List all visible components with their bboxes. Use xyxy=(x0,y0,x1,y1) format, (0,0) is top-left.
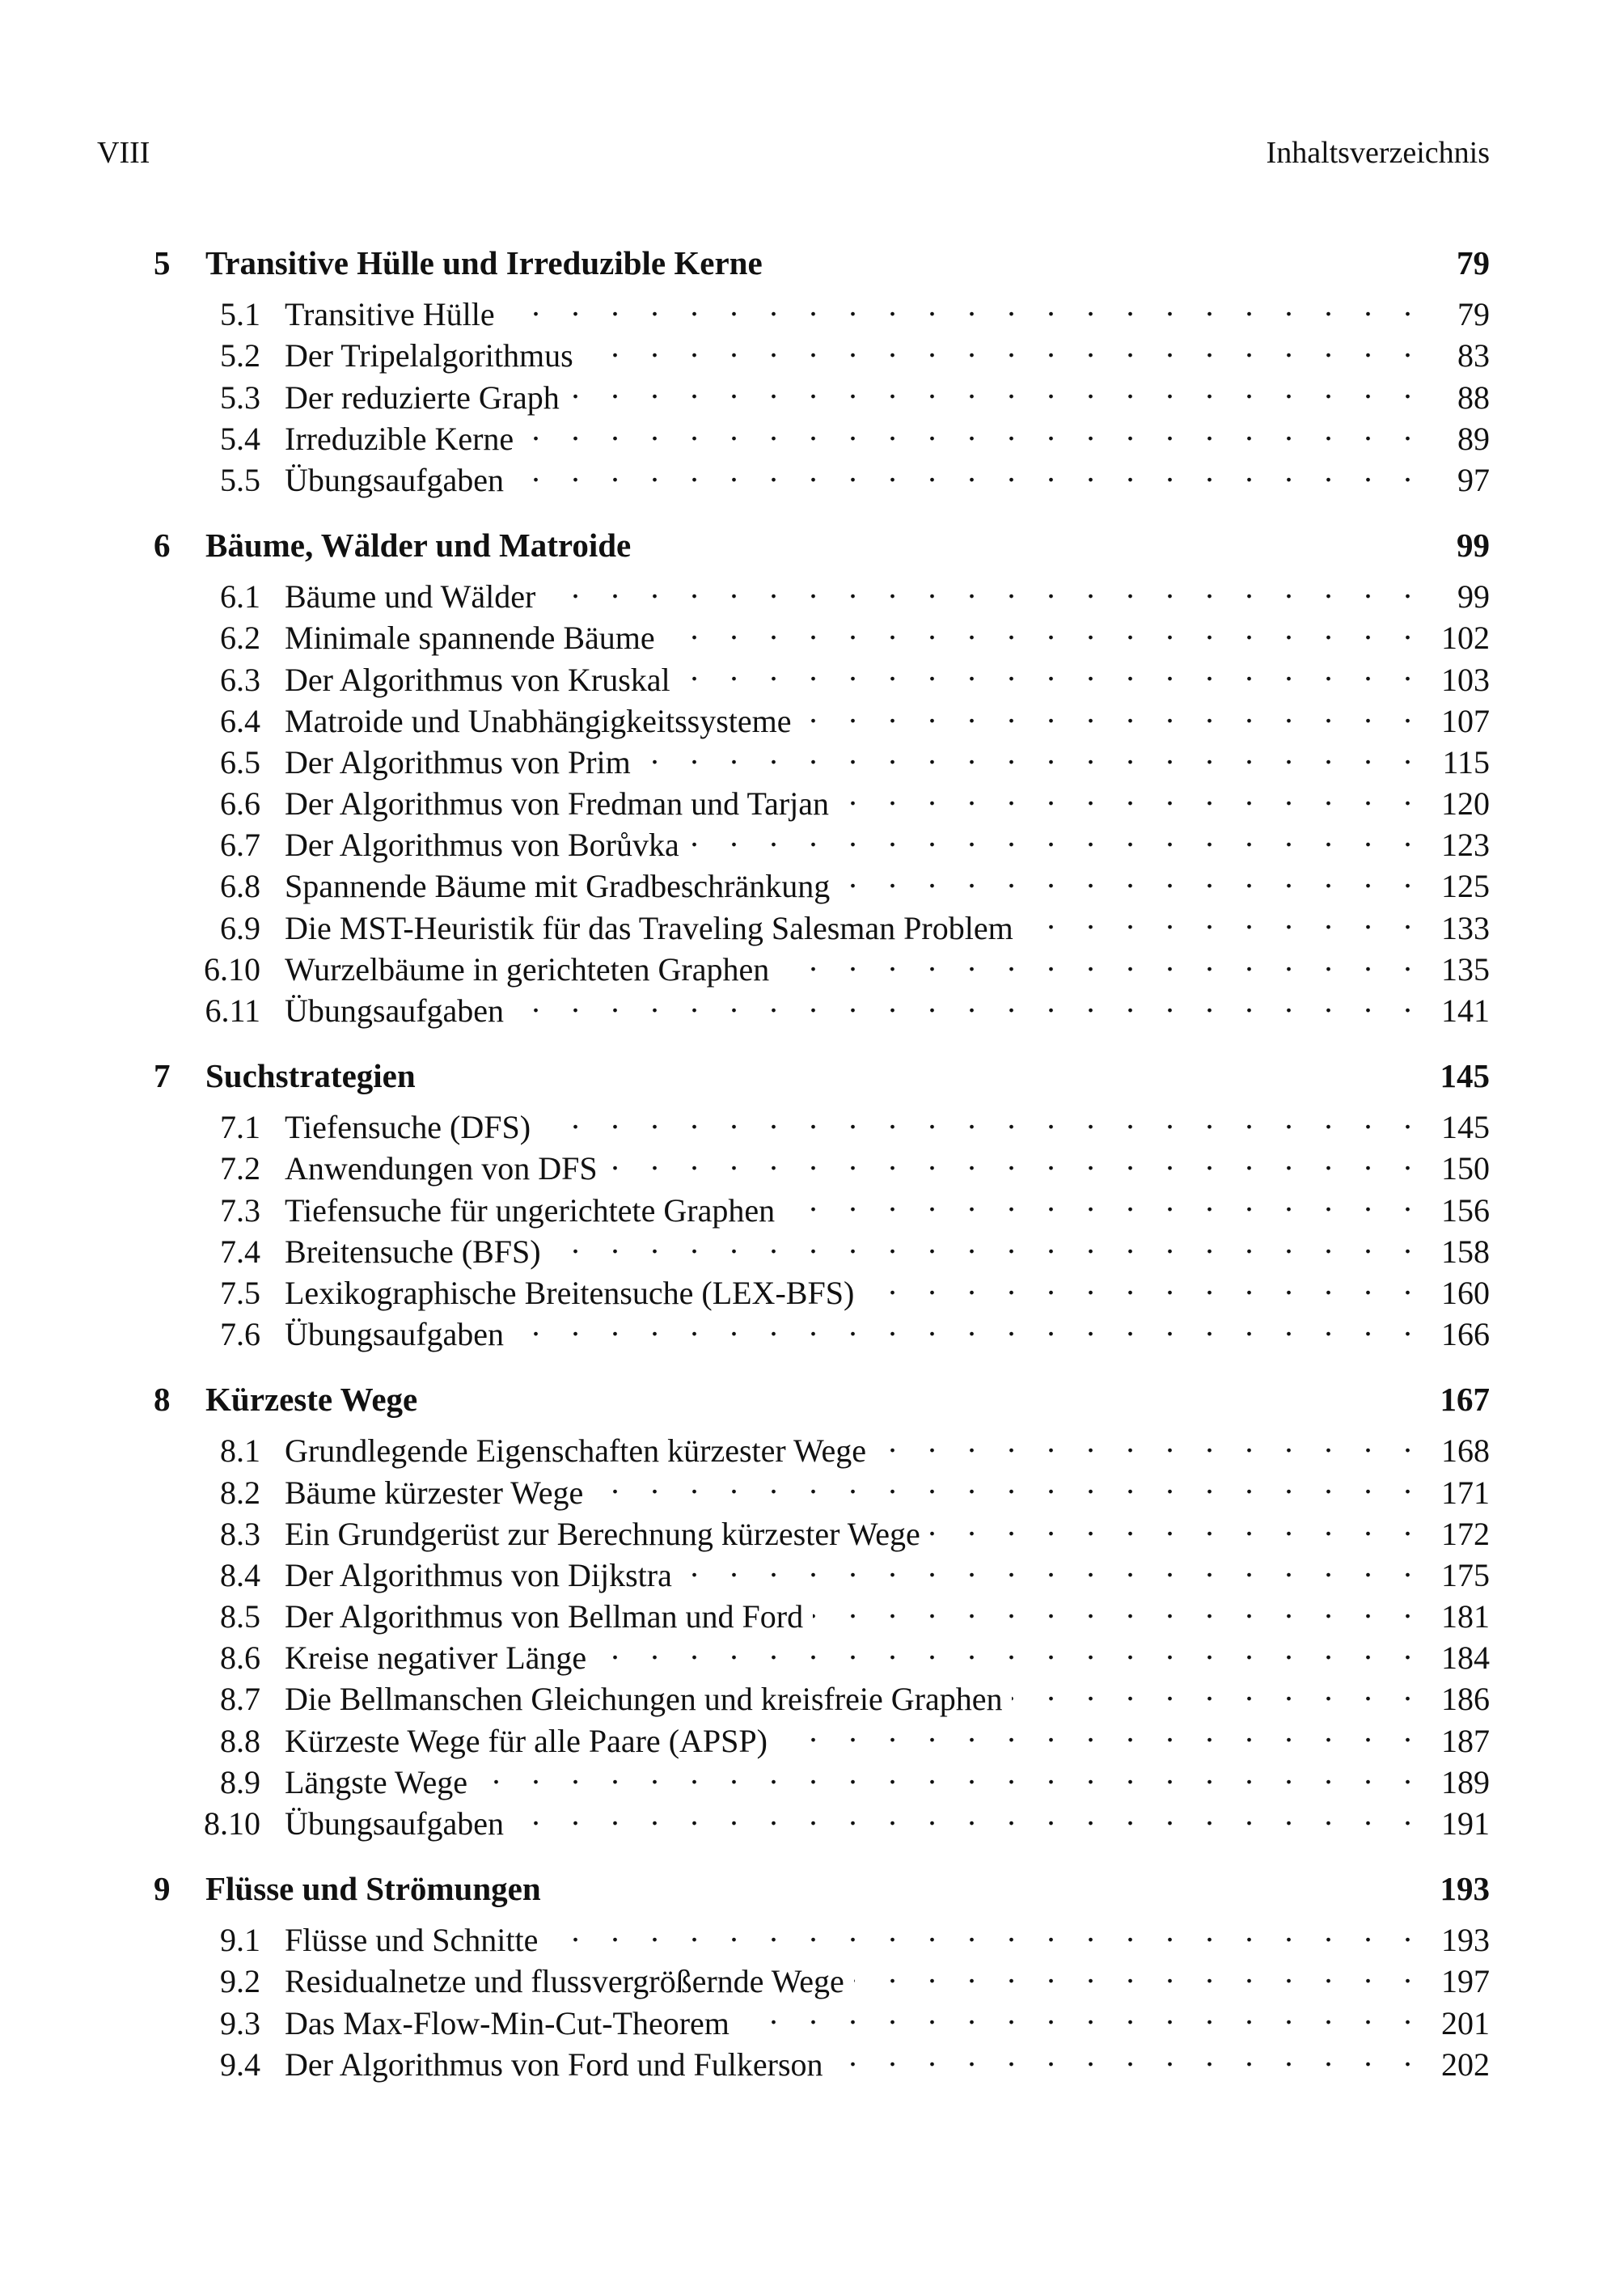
section-page-number: 186 xyxy=(1441,1681,1490,1718)
section-number: 6.7 xyxy=(220,827,260,864)
section-page-number: 184 xyxy=(1441,1639,1490,1677)
section-page-number: 150 xyxy=(1441,1150,1490,1187)
section-title: Übungsaufgaben xyxy=(285,1316,505,1353)
toc-entry[interactable] xyxy=(154,1420,1490,1470)
section-page-number: 181 xyxy=(1441,1598,1490,1635)
dot-leader xyxy=(514,450,1423,491)
chapter-title: Kürzeste Wege xyxy=(205,1381,418,1419)
dot-leader xyxy=(839,773,1423,814)
dot-leader xyxy=(680,649,1423,690)
section-title: Bäume kürzester Wege xyxy=(285,1474,584,1511)
dot-leader xyxy=(514,1793,1423,1834)
dot-leader xyxy=(551,1221,1423,1263)
section-number: 6.10 xyxy=(204,950,260,988)
section-title: Tiefensuche (DFS) xyxy=(285,1109,531,1146)
section-number: 5.1 xyxy=(220,296,260,333)
section-number: 8.10 xyxy=(204,1805,260,1842)
chapter-heading[interactable] xyxy=(154,1379,1490,1420)
section-page-number: 79 xyxy=(1457,296,1490,333)
section-number: 8.7 xyxy=(220,1681,260,1718)
toc-chapter xyxy=(154,1379,1490,1842)
section-number: 9.1 xyxy=(220,1922,260,1959)
section-number: 8.3 xyxy=(220,1515,260,1552)
section-page-number: 141 xyxy=(1441,992,1490,1030)
section-title: Der Algorithmus von Ford und Fulkerson xyxy=(285,2046,823,2083)
dot-leader xyxy=(801,691,1423,732)
dot-leader xyxy=(854,1951,1423,1992)
dot-leader xyxy=(607,1138,1423,1179)
dot-leader xyxy=(545,566,1423,607)
section-title: Der Algorithmus von Dijkstra xyxy=(285,1556,672,1593)
section-number: 6.6 xyxy=(220,785,260,823)
section-number: 9.2 xyxy=(220,1963,260,2000)
section-title: Kreise negativer Länge xyxy=(285,1639,587,1677)
chapter-number: 7 xyxy=(154,1057,171,1094)
section-title: Übungsaufgaben xyxy=(285,461,505,498)
section-title: Flüsse und Schnitte xyxy=(285,1922,539,1959)
section-page-number: 107 xyxy=(1441,702,1490,739)
section-page-number: 197 xyxy=(1441,1963,1490,2000)
section-number: 8.5 xyxy=(220,1598,260,1635)
section-page-number: 171 xyxy=(1441,1474,1490,1511)
section-title: Längste Wege xyxy=(285,1763,467,1800)
dot-leader xyxy=(689,814,1423,856)
dot-leader xyxy=(1012,1669,1423,1710)
section-title: Ein Grundgerüst zur Berechnung kürzester Wege xyxy=(285,1515,920,1552)
section-title: Irreduzible Kerne xyxy=(285,420,514,457)
section-number: 6.9 xyxy=(220,909,260,946)
dot-leader xyxy=(514,1304,1423,1345)
section-page-number: 202 xyxy=(1441,2046,1490,2083)
chapter-heading[interactable] xyxy=(154,1056,1490,1097)
section-number: 8.1 xyxy=(220,1432,260,1470)
section-title: Residualnetze und flussvergrößernde Wege xyxy=(285,1963,844,2000)
toc-chapter xyxy=(154,525,1490,1030)
section-page-number: 125 xyxy=(1441,868,1490,905)
dot-leader xyxy=(540,1097,1423,1138)
section-number: 7.5 xyxy=(220,1274,260,1311)
section-number: 7.4 xyxy=(220,1233,260,1270)
section-number: 9.3 xyxy=(220,2004,260,2041)
dot-leader xyxy=(583,325,1423,366)
section-page-number: 175 xyxy=(1441,1556,1490,1593)
section-page-number: 135 xyxy=(1441,950,1490,988)
section-page-number: 83 xyxy=(1457,337,1490,374)
section-number: 9.4 xyxy=(220,2046,260,2083)
section-title: Der Algorithmus von Fredman und Tarjan xyxy=(285,785,830,823)
section-number: 5.3 xyxy=(220,379,260,416)
toc-entry[interactable] xyxy=(154,566,1490,616)
dot-leader xyxy=(682,1545,1423,1586)
dot-leader xyxy=(596,1627,1423,1669)
section-title: Der Algorithmus von Prim xyxy=(285,743,631,781)
section-page-number: 172 xyxy=(1441,1515,1490,1552)
section-title: Anwendungen von DFS xyxy=(285,1150,598,1187)
dot-leader xyxy=(1023,897,1423,938)
dot-leader xyxy=(777,1710,1423,1751)
section-page-number: 187 xyxy=(1441,1722,1490,1759)
dot-leader xyxy=(833,2034,1423,2075)
toc-chapter xyxy=(154,243,1490,498)
chapter-page-number: 99 xyxy=(1457,526,1490,564)
section-title: Die Bellmanschen Gleichungen und kreisfreie Graphen xyxy=(285,1681,1003,1718)
section-title: Das Max-Flow-Min-Cut-Theorem xyxy=(285,2004,730,2041)
toc-chapter xyxy=(154,1868,1490,2083)
section-number: 8.6 xyxy=(220,1639,260,1677)
chapter-page-number: 193 xyxy=(1440,1870,1490,1907)
chapter-title: Bäume, Wälder und Matroide xyxy=(205,526,632,564)
section-page-number: 99 xyxy=(1457,578,1490,616)
section-title: Transitive Hülle xyxy=(285,296,495,333)
section-title: Matroide und Unabhängigkeitssysteme xyxy=(285,702,792,739)
chapter-number: 6 xyxy=(154,526,171,564)
section-number: 7.2 xyxy=(220,1150,260,1187)
section-number: 6.3 xyxy=(220,661,260,698)
dot-leader xyxy=(930,1504,1423,1545)
dot-leader xyxy=(779,939,1423,980)
section-number: 8.9 xyxy=(220,1763,260,1800)
section-page-number: 166 xyxy=(1441,1316,1490,1353)
dot-leader xyxy=(665,607,1423,649)
toc-entry[interactable] xyxy=(154,1910,1490,1959)
chapter-title: Transitive Hülle und Irreduzible Kerne xyxy=(205,244,763,281)
chapter-heading[interactable] xyxy=(154,525,1490,566)
section-page-number: 103 xyxy=(1441,661,1490,698)
dot-leader xyxy=(569,366,1423,408)
section-page-number: 201 xyxy=(1441,2004,1490,2041)
chapter-page-number: 167 xyxy=(1440,1381,1490,1419)
section-title: Übungsaufgaben xyxy=(285,1805,505,1842)
dot-leader xyxy=(839,856,1423,897)
section-number: 8.2 xyxy=(220,1474,260,1511)
section-page-number: 156 xyxy=(1441,1191,1490,1229)
section-title: Der Algorithmus von Kruskal xyxy=(285,661,670,698)
section-page-number: 88 xyxy=(1457,379,1490,416)
section-page-number: 191 xyxy=(1441,1805,1490,1842)
section-title: Wurzelbäume in gerichteten Graphen xyxy=(285,950,770,988)
chapter-number: 5 xyxy=(154,244,171,281)
page-folio: VIII xyxy=(97,136,150,170)
section-number: 6.5 xyxy=(220,743,260,781)
table-of-contents xyxy=(154,243,1490,2109)
chapter-heading[interactable] xyxy=(154,1868,1490,1910)
dot-leader xyxy=(548,1910,1423,1951)
dot-leader xyxy=(523,408,1423,450)
dot-leader xyxy=(785,1179,1423,1221)
section-number: 7.1 xyxy=(220,1109,260,1146)
dot-leader xyxy=(864,1263,1423,1304)
dot-leader xyxy=(477,1752,1423,1793)
section-page-number: 120 xyxy=(1441,785,1490,823)
section-title: Grundlegende Eigenschaften kürzester Wege xyxy=(285,1432,867,1470)
section-page-number: 97 xyxy=(1457,461,1490,498)
section-title: Der Algorithmus von Bellman und Ford xyxy=(285,1598,804,1635)
chapter-title: Flüsse und Strömungen xyxy=(205,1870,541,1907)
section-number: 5.2 xyxy=(220,337,260,374)
chapter-page-number: 79 xyxy=(1457,244,1490,281)
dot-leader xyxy=(593,1462,1423,1503)
section-title: Spannende Bäume mit Gradbeschränkung xyxy=(285,868,831,905)
section-page-number: 189 xyxy=(1441,1763,1490,1800)
section-number: 6.1 xyxy=(220,578,260,616)
section-number: 7.3 xyxy=(220,1191,260,1229)
toc-entry[interactable] xyxy=(154,1097,1490,1146)
section-title: Der Tripelalgorithmus xyxy=(285,337,573,374)
section-title: Lexikographische Breitensuche (LEX-BFS) xyxy=(285,1274,855,1311)
section-page-number: 115 xyxy=(1442,743,1490,781)
chapter-page-number: 145 xyxy=(1440,1057,1490,1094)
dot-leader xyxy=(505,284,1423,325)
dot-leader xyxy=(813,1586,1423,1627)
toc-chapter xyxy=(154,1056,1490,1353)
section-title: Breitensuche (BFS) xyxy=(285,1233,541,1270)
section-page-number: 123 xyxy=(1441,827,1490,864)
toc-entry[interactable] xyxy=(154,284,1490,333)
section-page-number: 133 xyxy=(1441,909,1490,946)
dot-leader xyxy=(739,1992,1423,2033)
section-number: 7.6 xyxy=(220,1316,260,1353)
section-number: 6.2 xyxy=(220,620,260,657)
chapter-heading[interactable] xyxy=(154,243,1490,284)
section-number: 8.4 xyxy=(220,1556,260,1593)
section-number: 6.8 xyxy=(220,868,260,905)
section-number: 6.11 xyxy=(205,992,260,1030)
running-title: Inhaltsverzeichnis xyxy=(1266,136,1490,170)
section-number: 5.4 xyxy=(220,420,260,457)
dot-leader xyxy=(514,980,1423,1022)
section-title: Übungsaufgaben xyxy=(285,992,505,1030)
dot-leader xyxy=(876,1420,1423,1462)
chapter-number: 9 xyxy=(154,1870,171,1907)
section-page-number: 145 xyxy=(1441,1109,1490,1146)
section-page-number: 158 xyxy=(1441,1233,1490,1270)
section-title: Die MST-Heuristik für das Traveling Salesman Problem xyxy=(285,909,1013,946)
section-title: Kürzeste Wege für alle Paare (APSP) xyxy=(285,1722,768,1759)
dot-leader xyxy=(641,732,1423,773)
chapter-title: Suchstrategien xyxy=(205,1057,416,1094)
section-page-number: 168 xyxy=(1441,1432,1490,1470)
section-title: Tiefensuche für ungerichtete Graphen xyxy=(285,1191,776,1229)
section-page-number: 102 xyxy=(1441,620,1490,657)
chapter-number: 8 xyxy=(154,1381,171,1419)
section-title: Der reduzierte Graph xyxy=(285,379,560,416)
section-number: 6.4 xyxy=(220,702,260,739)
section-title: Der Algorithmus von Borůvka xyxy=(285,827,679,864)
section-title: Bäume und Wälder xyxy=(285,578,536,616)
section-title: Minimale spannende Bäume xyxy=(285,620,655,657)
section-number: 5.5 xyxy=(220,461,260,498)
section-number: 8.8 xyxy=(220,1722,260,1759)
section-page-number: 193 xyxy=(1441,1922,1490,1959)
section-page-number: 160 xyxy=(1441,1274,1490,1311)
section-page-number: 89 xyxy=(1457,420,1490,457)
